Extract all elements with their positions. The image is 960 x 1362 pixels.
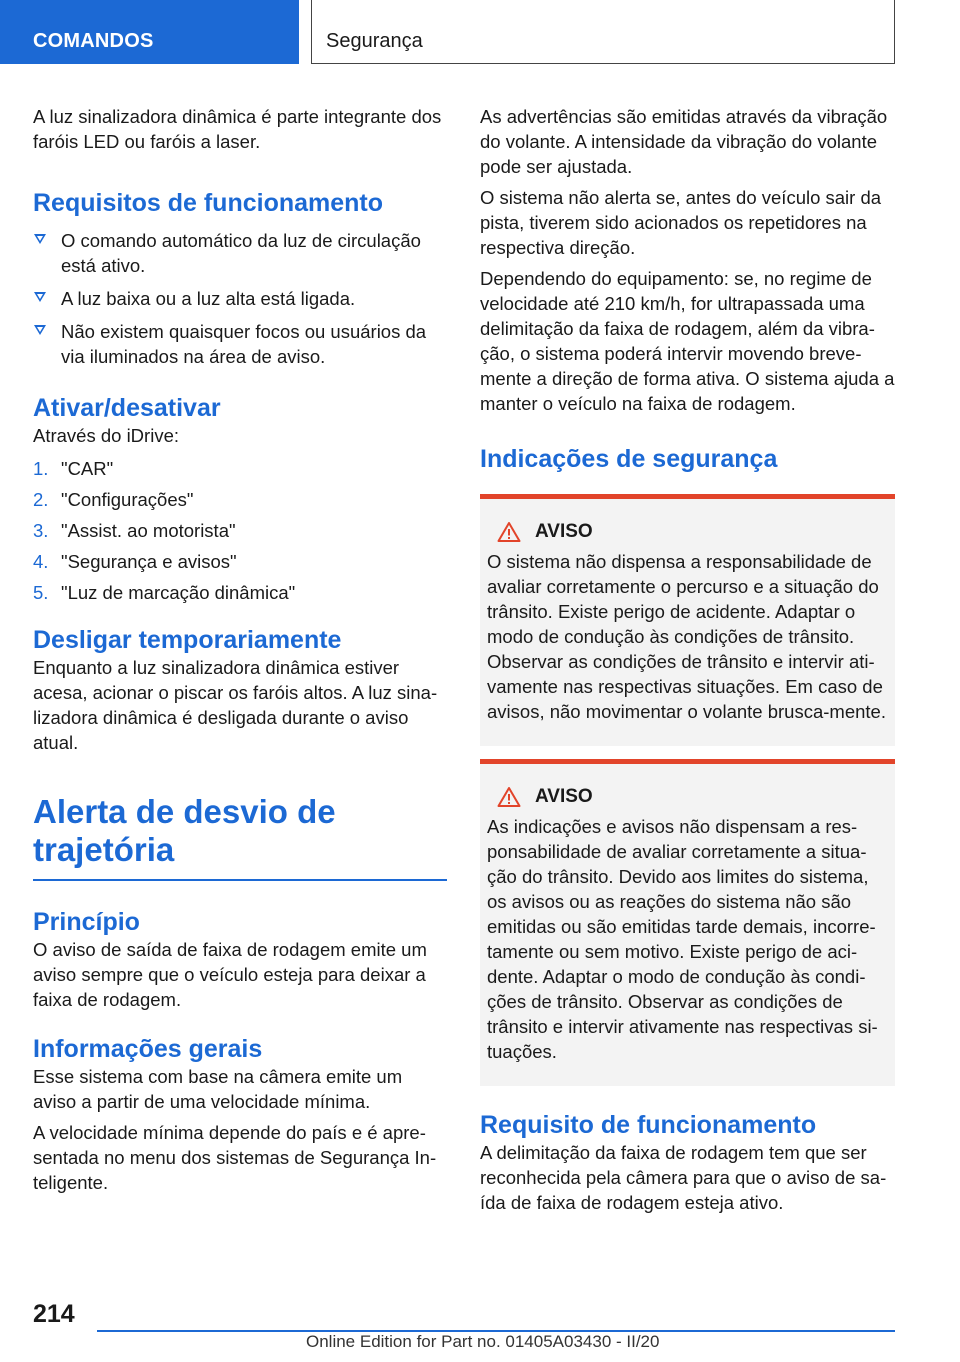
steps-list xyxy=(33,456,447,605)
edition-footer: Online Edition for Part no. 01405A03430 - II/20 xyxy=(306,1332,660,1351)
requirements-list xyxy=(33,228,447,369)
warning-box xyxy=(480,759,895,1086)
functional-requirement-paragraph: A delimitação da faixa de rodagem tem que ser reconhecida pela câmera para que o aviso de sa-ída de faixa de rodagem esteja ativo. xyxy=(480,1142,887,1213)
general-info-paragraph: A velocidade mínima depende do país e é apre-sentada no menu dos sistemas de Segurança In-teligente. xyxy=(33,1121,437,1193)
right-column xyxy=(480,104,895,1221)
chapter-rule xyxy=(33,879,447,881)
safety-heading: Indicações de segurança xyxy=(480,445,778,473)
warning-label: AVISO xyxy=(487,784,887,810)
warning-triangle-icon xyxy=(497,786,521,808)
activate-heading: Ativar/desativar xyxy=(33,394,221,422)
temporary-off-heading: Desligar temporariamente xyxy=(33,626,342,654)
triangle-bullet-icon xyxy=(34,325,46,335)
temporary-off-paragraph: Enquanto a luz sinalizadora dinâmica estiver acesa, acionar o piscar os faróis altos. A luz sina-lizadora dinâmica é desligada durante o aviso atual. xyxy=(33,657,438,753)
intro-paragraph: A luz sinalizadora dinâmica é parte integrante dos faróis LED ou faróis a laser. xyxy=(33,106,442,152)
steering-intervention-paragraph: Dependendo do equipamento: se, no regime de velocidade até 210 km/h, for ultrapassada uma delimitação da faixa de rodagem, além da vibra-ção, o sistema poderá intervir movendo breve-mente a direção de forma ativa. O sistema ajuda a manter o veículo na faixa de rodagem. xyxy=(480,268,895,414)
principle-heading: Princípio xyxy=(33,907,140,936)
principle-paragraph: O aviso de saída de faixa de rodagem emite um aviso sempre que o veículo esteja para deixar a faixa de rodagem. xyxy=(33,938,427,1010)
warning-box xyxy=(480,494,895,746)
warning-label: AVISO xyxy=(487,519,887,545)
list-item: Não existem quaisquer focos ou usuários da via iluminados na área de aviso. xyxy=(33,319,447,369)
list-item: 5. "Luz de marcação dinâmica" xyxy=(33,582,296,603)
triangle-bullet-icon xyxy=(34,292,46,302)
warning-triangle-icon xyxy=(497,521,521,543)
section-title: Segurança xyxy=(311,0,895,64)
section-tab: COMANDOS xyxy=(0,0,299,64)
list-item: O comando automático da luz de circulação está ativo. xyxy=(33,228,447,278)
list-item: A luz baixa ou a luz alta está ligada. xyxy=(33,286,447,311)
list-item: 2. "Configurações" xyxy=(33,489,194,510)
functional-requirement-heading: Requisito de funcionamento xyxy=(480,1111,817,1139)
warning-text: O sistema não dispensa a responsabilidade de avaliar corretamente o percurso e a situação do trânsito. Existe perigo de acidente. Adaptar o modo de condução às condições de trânsito. Observar as condições de trânsito e intervir ati-vamente nas respectivas situações. Em caso de avisos, não movimentar o volante brusca-mente. xyxy=(487,551,886,722)
requirements-heading: Requisitos de funcionamento xyxy=(33,189,384,217)
chapter-title: Alerta de desvio de trajetória xyxy=(33,793,336,868)
list-item: 4. "Segurança e avisos" xyxy=(33,551,237,572)
page-number: 214 xyxy=(33,1300,75,1328)
warning-text: As indicações e avisos não dispensam a res-ponsabilidade de avaliar corretamente a situa-ção do trânsito. Devido aos limites do sistema, os avisos ou as reações do sistema não são emitidas ou são emitidas tarde demais, incorre-tamente ou sem motivo. Existe perigo de aci-dente. Adaptar o modo de condução às condi-ções de trânsito. Observar as condições de trânsito e intervir ativamente nas respectivas si-tuações. xyxy=(487,816,878,1062)
triangle-bullet-icon xyxy=(34,234,46,244)
general-info-paragraph: Esse sistema com base na câmera emite um aviso a partir de uma velocidade mínima. xyxy=(33,1065,403,1112)
left-column xyxy=(33,104,447,1201)
vibration-paragraph: As advertências são emitidas através da vibração do volante. A intensidade da vibração do volante pode ser ajustada. xyxy=(480,106,888,177)
list-item: 1. "CAR" xyxy=(33,458,114,479)
general-info-heading: Informações gerais xyxy=(33,1034,263,1063)
activate-intro: Através do iDrive: xyxy=(33,425,179,446)
list-item: 3. "Assist. ao motorista" xyxy=(33,520,236,541)
no-alert-paragraph: O sistema não alerta se, antes do veículo sair da pista, tiverem sido acionados os repetidores na respectiva direção. xyxy=(480,187,882,258)
